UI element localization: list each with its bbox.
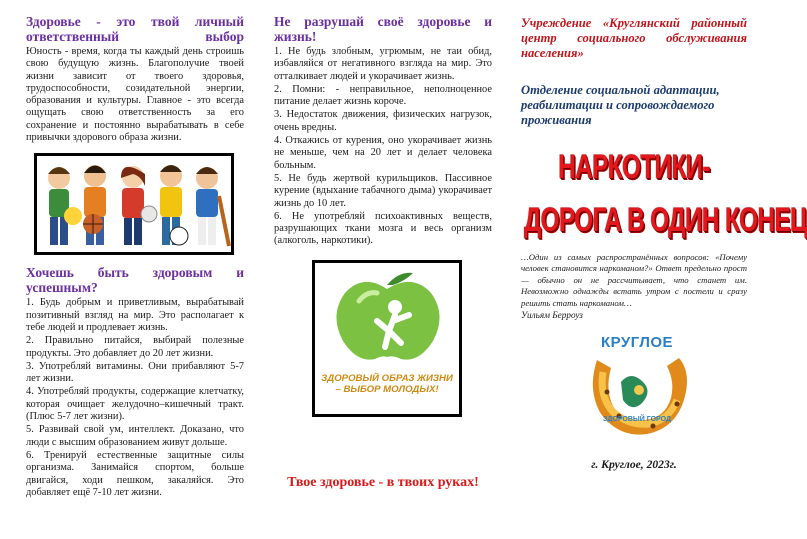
quote-author: Уильям Берроуз [521,310,583,321]
tip-item: 5. Развивай свой ум, интеллект. Доказано, что люди с высшим образованием живут дольше. [26,424,244,448]
rule-item: 2. Помни: - неправильное, неполноценное питание делает жизнь короче. [274,83,492,108]
quote-text: …Один из самых распространённых вопросов: «Почему человек становится наркоманом?» Ответ предельно прост — обычно он не рассчитывает, что станет им. Невозможно однажды встать утром с постели и сразу решить стать наркоманом… [521,252,747,308]
rules-list [274,46,492,248]
title-drugs: НАРКОТИКИ- [558,148,710,186]
rule-item: 5. Не будь жертвой курильщиков. Пассивное курение (вдыхание табачного дыма) укорачивает жизнь до 10 лет. [274,172,492,209]
left-panel [0,0,258,539]
krugloe-healthy-city-logo [573,330,701,440]
rule-item: 6. Не употребляй психоактивных веществ, разрушающих ткани мозга и весь организм (алкоголь, наркотики). [274,210,492,247]
heading-be-healthy: Хочешь быть здоровым и успешным? [26,265,244,296]
apple-icon [315,263,459,373]
rule-item: 1. Не будь злобным, угрюмым, не таи обид, избавляйся от негативного взгляда на мир. Это отталкивает людей и укорачивает жизнь. [274,46,492,82]
rule-item: 3. Недостаток движения, физических нагрузок, очень вредны. [274,109,492,133]
kids-sports-image [34,153,234,255]
apple-caption: ЗДОРОВЫЙ ОБРАЗ ЖИЗНИ – ВЫБОР МОЛОДЫХ! [321,372,453,395]
organization-name: Учреждение «Круглянский районный центр социального обслуживания населения» [521,16,747,60]
middle-panel [258,0,505,539]
healthy-lifestyle-apple-image [312,260,462,417]
logo-title: КРУГЛОЕ [600,334,674,352]
kids-illustration [37,156,231,252]
tip-item: 6. Тренируй естественные защитные силы организма. Занимайся спортом, больше двигайся, ходи пешком, закаляйся. Это добавляет ещё 7-10 лет жизни. [26,449,244,498]
tip-item: 2. Правильно питайся, выбирай полезные продукты. Это добавляет до 20 лет жизни. [26,335,244,359]
department-name: Отделение социальной адаптации, реабилитации и сопровождаемого проживания [521,83,720,127]
tip-item: 4. Употребляй продукты, содержащие клетчатку, которая очищает желудочно–кишечный тракт. (Плюс 5-7 лет жизни). [26,386,244,423]
right-panel [505,0,807,539]
slogan: Твое здоровье - в твоих руках! [287,474,479,490]
rule-item: 4. Откажись от курения, оно укорачивает жизнь не меньше, чем на 20 лет и делает человека больным. [274,135,492,171]
logo-ring-text: ЗДОРОВЫЙ ГОРОД [603,416,671,424]
tip-item: 1. Будь добрым и приветливым, вырабатывай позитивный взгляд на мир. Это располагает к тебе людей и продлевает жизнь. [26,297,244,333]
heading-dont-destroy: Не разрушай своё здоровье и жизнь! [274,14,492,44]
tips-list [26,297,244,499]
tip-item: 3. Употребляй витамины. Они прибавляют 5-7 лет жизни. [26,360,244,385]
heading-health-choice: Здоровье - это твой личный ответственный выбор [26,14,244,44]
city-year: г. Круглое, 2023г. [591,458,677,472]
title-one-way-road: ДОРОГА В ОДИН КОНЕЦ [523,201,807,239]
intro-text [26,46,244,144]
intro-paragraph: Юность - время, когда ты каждый день строишь свою будущую жизнь. Благополучие твоей жизни зависит от твоего здоровья, трудоспособности, созидательной энергии, образования и культуры. Главное - это всегда ощущать свою ответственность за его сохранение и постоянно вырабатывать в себе привычки здорового образа жизни. [26,46,244,144]
